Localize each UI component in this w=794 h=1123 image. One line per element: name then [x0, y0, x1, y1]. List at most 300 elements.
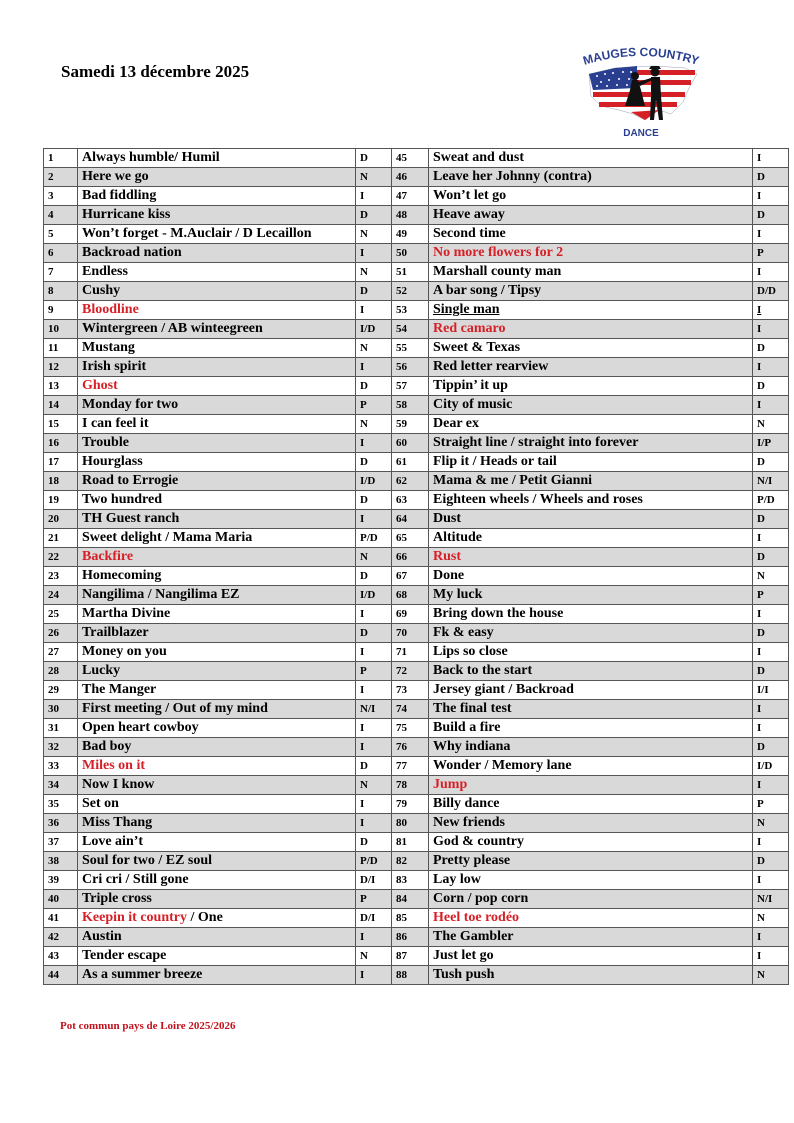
level-code: P: [356, 662, 392, 681]
row-number: 3: [44, 187, 78, 206]
table-row: [44, 396, 789, 415]
level-code: D: [753, 339, 789, 358]
level-code: D: [753, 662, 789, 681]
row-number: 19: [44, 491, 78, 510]
level-code: D: [356, 282, 392, 301]
dance-title: Altitude: [433, 530, 482, 545]
level-code: I: [753, 871, 789, 890]
row-number: 69: [392, 605, 429, 624]
dance-name: [78, 643, 356, 662]
dance-title: Lips so close: [433, 644, 508, 659]
level-code: I: [356, 510, 392, 529]
row-number: 81: [392, 833, 429, 852]
dance-name: [429, 605, 753, 624]
dance-name: [78, 244, 356, 263]
dance-name: [429, 662, 753, 681]
level-code: D: [356, 624, 392, 643]
table-row: [44, 814, 789, 833]
row-number: 56: [392, 358, 429, 377]
dance-name: [429, 339, 753, 358]
row-number: 42: [44, 928, 78, 947]
dance-name: [78, 605, 356, 624]
row-number: 53: [392, 301, 429, 320]
level-code: D: [753, 548, 789, 567]
level-code: I: [753, 225, 789, 244]
dance-title: Money on you: [82, 644, 167, 659]
level-code: D/I: [356, 871, 392, 890]
dance-name: [78, 795, 356, 814]
level-code: I: [356, 358, 392, 377]
dance-title: TH Guest ranch: [82, 511, 180, 526]
table-row: [44, 738, 789, 757]
dance-name: [429, 776, 753, 795]
dance-title: Sweat and dust: [433, 150, 525, 165]
dance-name: [429, 263, 753, 282]
dance-title: Done: [433, 568, 465, 583]
dance-name: [78, 206, 356, 225]
row-number: 20: [44, 510, 78, 529]
row-number: 16: [44, 434, 78, 453]
dance-title: Miles on it: [82, 758, 145, 773]
table-row: [44, 510, 789, 529]
dance-title: Heel toe rodéo: [433, 910, 520, 925]
dance-title: Rust: [433, 549, 462, 564]
level-code: I: [753, 719, 789, 738]
level-code: N/I: [753, 472, 789, 491]
row-number: 63: [392, 491, 429, 510]
row-number: 23: [44, 567, 78, 586]
dance-title: City of music: [433, 397, 513, 412]
dance-name: [429, 320, 753, 339]
table-row: [44, 491, 789, 510]
row-number: 85: [392, 909, 429, 928]
level-code: I: [753, 947, 789, 966]
row-number: 79: [392, 795, 429, 814]
level-code: D: [753, 624, 789, 643]
row-number: 52: [392, 282, 429, 301]
row-number: 30: [44, 700, 78, 719]
dance-title: Dust: [433, 511, 462, 526]
row-number: 34: [44, 776, 78, 795]
dance-name: [429, 624, 753, 643]
row-number: 46: [392, 168, 429, 187]
table-row: [44, 928, 789, 947]
level-code: I: [753, 529, 789, 548]
dance-name: [78, 567, 356, 586]
table-row: [44, 662, 789, 681]
row-number: 15: [44, 415, 78, 434]
dance-name: [429, 966, 753, 985]
dance-title: Tush push: [433, 967, 495, 982]
row-number: 39: [44, 871, 78, 890]
level-code: I: [753, 301, 789, 320]
table-row: [44, 700, 789, 719]
dance-title: Sweet & Texas: [433, 340, 521, 355]
dance-name: [78, 377, 356, 396]
table-row: [44, 567, 789, 586]
level-code: N: [356, 548, 392, 567]
dance-name: [78, 301, 356, 320]
dance-name: [78, 833, 356, 852]
row-number: 60: [392, 434, 429, 453]
level-code: I: [356, 244, 392, 263]
dance-title: Sweet delight / Mama Maria: [82, 530, 253, 545]
row-number: 82: [392, 852, 429, 871]
dance-name: [78, 187, 356, 206]
level-code: N: [356, 339, 392, 358]
level-code: I: [356, 719, 392, 738]
row-number: 1: [44, 149, 78, 168]
row-number: 29: [44, 681, 78, 700]
level-code: N: [356, 415, 392, 434]
dance-title: Heave away: [433, 207, 505, 222]
level-code: I: [356, 434, 392, 453]
table-row: [44, 871, 789, 890]
dance-title: Trailblazer: [82, 625, 149, 640]
dance-list-table: [43, 148, 789, 985]
dance-title: Austin: [82, 929, 122, 944]
dance-name: [429, 225, 753, 244]
dance-name: [78, 890, 356, 909]
row-number: 11: [44, 339, 78, 358]
dance-title: Open heart cowboy: [82, 720, 199, 735]
dance-title: Straight line / straight into forever: [433, 435, 639, 450]
row-number: 74: [392, 700, 429, 719]
dance-name: [78, 852, 356, 871]
level-code: I: [356, 643, 392, 662]
dance-title: Eighteen wheels / Wheels and roses: [433, 492, 643, 507]
level-code: D: [753, 168, 789, 187]
dance-name: [78, 149, 356, 168]
dance-title: Lay low: [433, 872, 481, 887]
table-row: [44, 757, 789, 776]
dance-title: Soul for two / EZ soul: [82, 853, 213, 868]
row-number: 80: [392, 814, 429, 833]
dance-title: Back to the start: [433, 663, 533, 678]
level-code: I: [356, 187, 392, 206]
level-code: I: [753, 263, 789, 282]
dance-title: Road to Errogie: [82, 473, 179, 488]
dance-title: Bad fiddling: [82, 188, 157, 203]
row-number: 2: [44, 168, 78, 187]
dance-name: [429, 206, 753, 225]
dance-name: [429, 472, 753, 491]
row-number: 6: [44, 244, 78, 263]
dance-title: Two hundred: [82, 492, 163, 507]
level-code: D: [356, 491, 392, 510]
table-row: [44, 852, 789, 871]
dance-name: [429, 491, 753, 510]
table-row: [44, 244, 789, 263]
level-code: I/D: [356, 472, 392, 491]
page-title: Samedi 13 décembre 2025: [61, 62, 250, 81]
dance-name: [78, 320, 356, 339]
dance-name: [429, 282, 753, 301]
level-code: I: [753, 320, 789, 339]
level-code: I: [753, 187, 789, 206]
dance-title: Always humble/ Humil: [82, 150, 220, 165]
dance-title: Leave her Johnny (contra): [433, 169, 592, 184]
row-number: 49: [392, 225, 429, 244]
level-code: I/P: [753, 434, 789, 453]
level-code: I: [753, 149, 789, 168]
row-number: 37: [44, 833, 78, 852]
dance-title-suffix: / One: [187, 910, 223, 925]
dance-name: [78, 909, 356, 928]
dance-title: No more flowers for 2: [433, 245, 564, 260]
level-code: D: [753, 453, 789, 472]
dance-name: [429, 168, 753, 187]
row-number: 51: [392, 263, 429, 282]
dance-title: Backfire: [82, 549, 134, 564]
table-row: [44, 833, 789, 852]
table-row: [44, 586, 789, 605]
dance-name: [78, 453, 356, 472]
dance-title: Now I know: [82, 777, 155, 792]
level-code: D: [356, 377, 392, 396]
dance-title: Red camaro: [433, 321, 506, 336]
dance-name: [429, 947, 753, 966]
dance-name: [78, 225, 356, 244]
row-number: 70: [392, 624, 429, 643]
row-number: 36: [44, 814, 78, 833]
level-code: D: [356, 757, 392, 776]
dance-title: Ghost: [82, 378, 118, 393]
level-code: I: [753, 396, 789, 415]
dance-title: Won’t forget - M.Auclair / D Lecaillon: [82, 226, 312, 241]
dance-title: Lucky: [82, 663, 121, 678]
dance-title: Bad boy: [82, 739, 132, 754]
row-number: 17: [44, 453, 78, 472]
dance-title: My luck: [433, 587, 483, 602]
dance-name: [78, 510, 356, 529]
level-code: D: [753, 852, 789, 871]
dance-title: New friends: [433, 815, 505, 830]
dance-title: Marshall county man: [433, 264, 562, 279]
dance-name: [429, 301, 753, 320]
dance-name: [78, 339, 356, 358]
table-row: [44, 168, 789, 187]
row-number: 18: [44, 472, 78, 491]
table-row: [44, 377, 789, 396]
dance-name: [429, 453, 753, 472]
dance-name: [429, 529, 753, 548]
row-number: 48: [392, 206, 429, 225]
level-code: N: [356, 947, 392, 966]
row-number: 76: [392, 738, 429, 757]
dance-title: As a summer breeze: [82, 967, 203, 982]
row-number: 38: [44, 852, 78, 871]
level-code: I: [753, 833, 789, 852]
dance-name: [78, 358, 356, 377]
dance-name: [78, 491, 356, 510]
dance-name: [429, 909, 753, 928]
level-code: I/D: [356, 586, 392, 605]
row-number: 14: [44, 396, 78, 415]
dance-name: [78, 396, 356, 415]
dance-name: [429, 510, 753, 529]
table-row: [44, 358, 789, 377]
table-row: [44, 795, 789, 814]
row-number: 7: [44, 263, 78, 282]
table-row: [44, 605, 789, 624]
dance-title: Won’t let go: [433, 188, 507, 203]
level-code: I/D: [356, 320, 392, 339]
level-code: N: [356, 776, 392, 795]
row-number: 65: [392, 529, 429, 548]
level-code: P: [753, 586, 789, 605]
row-number: 33: [44, 757, 78, 776]
row-number: 31: [44, 719, 78, 738]
level-code: P: [356, 396, 392, 415]
level-code: I: [356, 795, 392, 814]
dance-title: Tender escape: [82, 948, 167, 963]
row-number: 8: [44, 282, 78, 301]
row-number: 75: [392, 719, 429, 738]
dance-title: Set on: [82, 796, 119, 811]
level-code: I: [753, 928, 789, 947]
level-code: D/D: [753, 282, 789, 301]
dance-name: [78, 700, 356, 719]
dance-name: [78, 757, 356, 776]
dance-name: [78, 415, 356, 434]
row-number: 71: [392, 643, 429, 662]
dance-name: [78, 529, 356, 548]
dance-title: Wonder / Memory lane: [433, 758, 572, 773]
dance-name: [78, 624, 356, 643]
dance-title: Endless: [82, 264, 128, 279]
dance-name: [429, 358, 753, 377]
dance-title: I can feel it: [82, 416, 149, 431]
dance-name: [429, 187, 753, 206]
level-code: P/D: [753, 491, 789, 510]
dance-title: Keepin it country: [82, 910, 187, 925]
dance-name: [429, 586, 753, 605]
dance-title: Backroad nation: [82, 245, 182, 260]
dance-title: Cushy: [82, 283, 121, 298]
level-code: D: [753, 206, 789, 225]
row-number: 59: [392, 415, 429, 434]
level-code: I: [356, 738, 392, 757]
dance-title: Hurricane kiss: [82, 207, 171, 222]
row-number: 32: [44, 738, 78, 757]
level-code: P: [753, 795, 789, 814]
dance-title: Trouble: [82, 435, 129, 450]
row-number: 26: [44, 624, 78, 643]
row-number: 13: [44, 377, 78, 396]
dance-name: [78, 776, 356, 795]
dance-name: [78, 928, 356, 947]
level-code: I: [356, 605, 392, 624]
level-code: D: [356, 149, 392, 168]
dance-title: Triple cross: [82, 891, 152, 906]
table-row: [44, 187, 789, 206]
row-number: 84: [392, 890, 429, 909]
table-row: [44, 263, 789, 282]
table-row: [44, 472, 789, 491]
row-number: 24: [44, 586, 78, 605]
dance-title: Homecoming: [82, 568, 162, 583]
row-number: 40: [44, 890, 78, 909]
dance-title: Hourglass: [82, 454, 143, 469]
dance-title: Miss Thang: [82, 815, 153, 830]
row-number: 78: [392, 776, 429, 795]
table-row: [44, 301, 789, 320]
dance-title: Flip it / Heads or tail: [433, 454, 557, 469]
level-code: I/I: [753, 681, 789, 700]
level-code: I: [356, 814, 392, 833]
dance-name: [78, 738, 356, 757]
table-row: [44, 643, 789, 662]
row-number: 62: [392, 472, 429, 491]
table-row: [44, 681, 789, 700]
row-number: 43: [44, 947, 78, 966]
row-number: 50: [392, 244, 429, 263]
dance-name: [429, 795, 753, 814]
row-number: 86: [392, 928, 429, 947]
row-number: 5: [44, 225, 78, 244]
dance-title: Bring down the house: [433, 606, 564, 621]
dance-title: Why indiana: [433, 739, 511, 754]
dance-name: [429, 149, 753, 168]
level-code: D: [356, 833, 392, 852]
row-number: 45: [392, 149, 429, 168]
level-code: N: [753, 567, 789, 586]
dance-name: [429, 890, 753, 909]
row-number: 73: [392, 681, 429, 700]
level-code: P/D: [356, 852, 392, 871]
dance-title: Bloodline: [82, 302, 139, 317]
dance-title: Corn / pop corn: [433, 891, 529, 906]
dance-title: Here we go: [82, 169, 149, 184]
dance-title: The Gambler: [433, 929, 514, 944]
dance-title: Nangilima / Nangilima EZ: [82, 587, 240, 602]
footer-note: Pot commun pays de Loire 2025/2026: [60, 1020, 236, 1032]
table-row: [44, 909, 789, 928]
row-number: 41: [44, 909, 78, 928]
dance-title: Jump: [433, 777, 468, 792]
table-row: [44, 415, 789, 434]
row-number: 10: [44, 320, 78, 339]
dance-name: [78, 434, 356, 453]
dance-name: [429, 871, 753, 890]
dance-title: Just let go: [433, 948, 494, 963]
dance-name: [78, 586, 356, 605]
dance-name: [78, 871, 356, 890]
row-number: 66: [392, 548, 429, 567]
row-number: 47: [392, 187, 429, 206]
level-code: N: [753, 415, 789, 434]
dance-name: [429, 738, 753, 757]
table-row: [44, 529, 789, 548]
level-code: N: [753, 814, 789, 833]
dance-name: [429, 700, 753, 719]
row-number: 28: [44, 662, 78, 681]
dance-title: Mama & me / Petit Gianni: [433, 473, 593, 488]
dance-name: [429, 377, 753, 396]
dance-title: Irish spirit: [82, 359, 147, 374]
dance-title: Tippin’ it up: [433, 378, 508, 393]
dance-title: Build a fire: [433, 720, 501, 735]
level-code: N: [356, 263, 392, 282]
dance-name: [429, 928, 753, 947]
table-row: [44, 206, 789, 225]
dance-title: First meeting / Out of my mind: [82, 701, 268, 716]
level-code: N/I: [753, 890, 789, 909]
row-number: 72: [392, 662, 429, 681]
logo-title-text: MAUGES COUNTRY: [581, 44, 701, 68]
row-number: 83: [392, 871, 429, 890]
